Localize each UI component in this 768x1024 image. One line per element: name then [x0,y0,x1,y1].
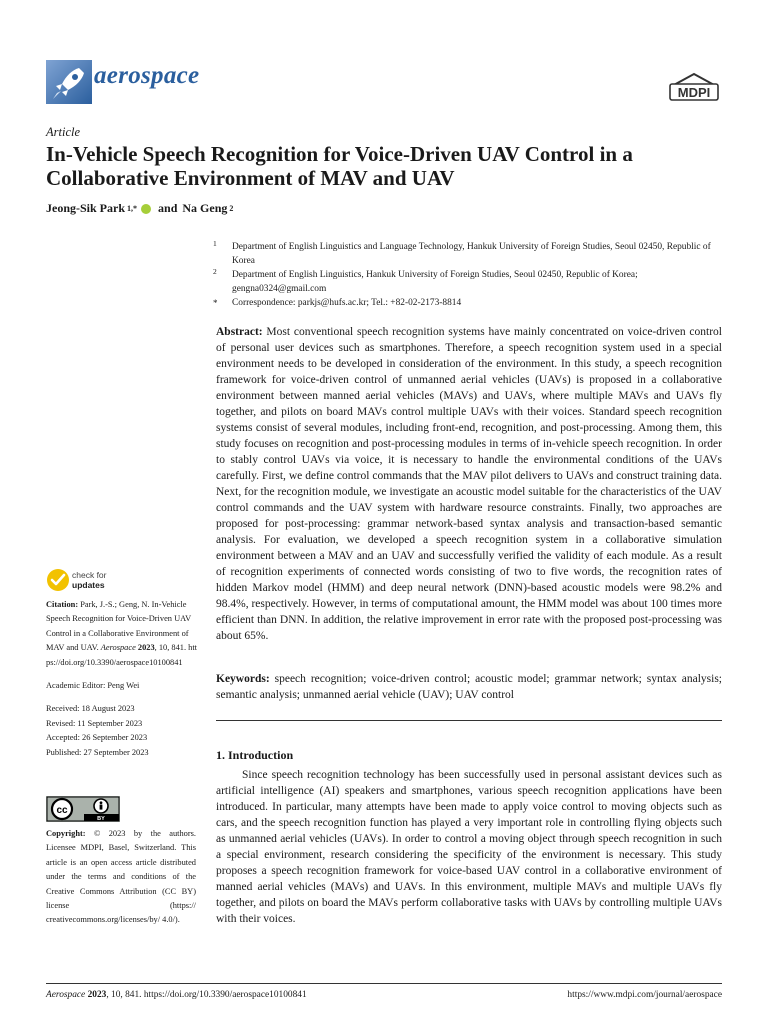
accepted-date: Accepted: 26 September 2023 [46,733,148,743]
cc-label: cc [56,805,68,816]
keywords-label: Keywords: [216,673,270,685]
keywords [216,671,722,703]
svg-text:MDPI: MDPI [677,85,711,100]
affiliation-marker: 1 [213,239,217,248]
abstract-label: Abstract: [216,326,263,338]
received-date: Received: 18 August 2023 [46,704,135,714]
cc-by-license-icon[interactable] [46,796,120,822]
divider [216,720,722,721]
author-affiliation-mark: 2 [229,204,234,213]
footer-divider [46,983,722,984]
copyright-notice [46,827,196,928]
citation-text: Park, J.-S.; Geng, N. In-Vehicle Speech Recognition for Voice-Driven UAV Control in a Collaborative Environment of MAV and UAV. [46,600,191,653]
footer-citation [46,990,307,1000]
article-title: In-Vehicle Speech Recognition for Voice-Driven UAV Control in a Collaborative Environment of MAV and UAV [46,142,633,190]
correspondence-item [213,296,733,310]
citation-doi-link[interactable]: https://doi.org/10.3390/aerospace10100841 [46,643,197,667]
author-name[interactable]: Na Geng [182,201,228,215]
abstract [216,324,722,644]
mdpi-logo-icon [666,72,722,102]
article-type: Article [46,125,81,139]
affiliation-text: Department of English Linguistics, Hankuk University of Foreign Studies, Seoul 02450, Republic of Korea; gengna0324@gmail.com [232,270,638,294]
citation-block [46,598,198,670]
cc-by-label: BY [97,816,105,822]
footer-doi[interactable]: , 10, 841. https://doi.org/10.3390/aerospace10100841 [106,990,307,1000]
footer-journal-url[interactable]: https://www.mdpi.com/journal/aerospace [567,990,722,1000]
affiliations [213,240,733,310]
journal-name: aerospace [94,62,200,89]
author-conjunction: and [158,201,178,215]
check-updates-line1: check for [72,570,107,580]
published-date: Published: 27 September 2023 [46,747,149,757]
footer-year: 2023 [87,990,107,1000]
author-name[interactable]: Jeong-Sik Park [46,201,126,215]
affiliation-marker: 2 [213,267,217,276]
copyright-text: © 2023 by the authors. Licensee MDPI, Basel, Switzerland. This article is an open access article distributed under the terms and conditions of the Creative Commons Attribution (CC BY) license (https:// creativecommons.org/licenses/by/ 4.0/). [46,829,197,925]
affiliation-marker: * [213,298,218,308]
section-heading: 1. Introduction [216,748,294,762]
affiliation-item [213,240,733,268]
revised-date: Revised: 11 September 2023 [46,718,143,728]
article-sidebar [46,598,198,769]
check-for-updates-badge[interactable] [46,567,118,593]
copyright-label: Copyright: [46,829,86,838]
check-updates-line2: updates [72,580,105,590]
rocket-logo-icon [46,60,92,104]
keywords-text: speech recognition; voice-driven control; acoustic model; grammar network; syntax analysis; semantic analysis; unmanned aerial vehicle (UAV); UAV control [216,673,723,701]
citation-volume: , 10, 841. [154,643,187,653]
orcid-icon[interactable] [141,204,151,214]
citation-journal: Aerospace [100,643,136,653]
author-affiliation-mark: 1,* [127,204,138,213]
affiliation-text: Department of English Linguistics and Language Technology, Hankuk University of Foreign Studies, Seoul 02450, Republic of Korea [232,242,711,266]
footer-journal: Aerospace [46,990,86,1000]
abstract-text: Most conventional speech recognition systems have mainly concentrated on voice-driven control of personal user devices such as smartphones. Therefore, a speech recognition system used in a special environment needs to be developed in consideration of the environment. In this study, a speech recognition framework for voice-driven control of unmanned aerial vehicles (UAVs) is proposed in a collaborative environment between manned aerial vehicles (MAVs) and UAVs, where multiple MAVs and UAVs fly together, and pilots on board MAVs control multiple UAVs with their voices. Standard speech recognition systems consist of several modules, including front-end, recognition, and post-processing. Among them, this study focuses on recognition and post-processing modules in terms of in-vehicle speech recognition. In order to stably control UAVs via voice, it is necessary to handle the environmental conditions of the UAVs carefully. First, we define control commands that the MAV pilot delivers to UAVs and construct training data. Next, for the recognition module, we investigate an acoustic model suitable for the characteristics of the UAV control commands and the UAV system with hardware resource constraints. Finally, two approaches are proposed for post-processing: grammar network-based syntax analysis and transaction-based semantic analysis. For evaluation, we developed a speech recognition system in a collaborative simulation environment between a MAV and an UAV and successfully verified the validity of each module. As a result of recognition experiments of connected words consisting of two to five words, the recognition rates of hidden Markov model (HMM) and deep neural network (DNN)-based acoustic models were 98.2% and 98.4%, respectively. However, in terms of computational amount, the HMM model was about 100 times more efficient than DNN. In addition, the relative improvement in error rate with the proposed post-processing was about 65%. [216,326,723,642]
author-list [46,201,233,216]
academic-editor: Academic Editor: Peng Wei [46,681,140,691]
citation-label: Citation: [46,600,79,609]
introduction-paragraph: Since speech recognition technology has been successfully used in personal assistant devices such as artificial intelligence (AI) speakers and smartphones, various speech recognition applications have been introduced. In particular, many attempts have been made to apply voice control to moving objects such as cars, and the speech recognition function has played a very important role in controlling flying objects such as unmanned aerial vehicles (UAVs). In order to control a moving object through speech recognition in such a special environment, research considering the specificity of the environment is necessary. This study proposes a speech recognition framework for voice-based UAV control in a collaborative environment of manned aerial vehicles (MAVs) and UAVs. In this environment, multiple MAVs and multiple UAVs fly together, and pilots on board the MAVs perform collaborative tasks with UAVs by controlling multiple UAVs with their voices. [216,769,722,925]
affiliation-item [213,268,733,296]
citation-year: 2023 [137,643,155,653]
publication-dates [46,702,198,760]
correspondence-text: Correspondence: parkjs@hufs.ac.kr; Tel.: +82-02-2173-8814 [232,298,462,308]
